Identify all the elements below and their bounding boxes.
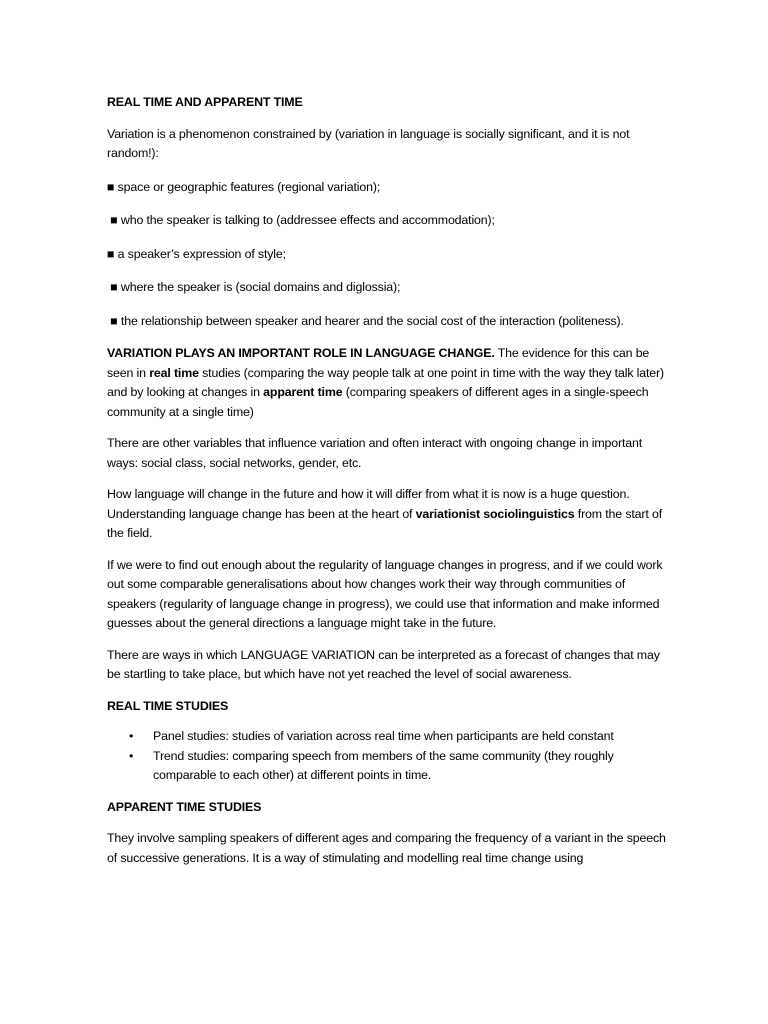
list-item	[107, 747, 667, 786]
document-page	[107, 93, 667, 868]
variation-lead: VARIATION PLAYS AN IMPORTANT ROLE IN LANGUAGE CHANGE.	[107, 346, 495, 360]
constraint-item-4: ■ where the speaker is (social domains and diglossia);	[107, 280, 401, 294]
future-text-2: from the start of the field.	[107, 506, 663, 540]
constraint-item-3: ■ a speaker’s expression of style;	[107, 246, 286, 261]
constraint-item-1: ■ space or geographic features (regional variation);	[107, 179, 381, 194]
variation-text-3: (comparing speakers of different ages in a single-speech community at a single time)	[107, 385, 649, 419]
apparent-time-studies-heading: APPARENT TIME STUDIES	[107, 799, 262, 814]
real-time-studies-heading: REAL TIME STUDIES	[107, 698, 229, 713]
constraint-item-5: ■ the relationship between speaker and hearer and the social cost of the interaction (politeness).	[107, 313, 624, 328]
future-paragraph	[107, 485, 667, 544]
forecast-paragraph: There are ways in which LANGUAGE VARIATION can be interpreted as a forecast of changes that may be startling to take place, but which have not yet reached the level of social awareness.	[107, 647, 660, 681]
variation-text-2: studies (comparing the way people talk at one point in time with the way they talk later) and by looking at changes in	[107, 365, 664, 399]
bullet-glyph: •	[129, 748, 134, 763]
panel-studies-text: Panel studies: studies of variation across real time when participants are held constant	[153, 729, 614, 743]
constraint-item-2: ■ who the speaker is talking to (addressee effects and accommodation);	[107, 213, 495, 227]
intro-paragraph: Variation is a phenomenon constrained by (variation in language is socially significant, and it is not random!):	[107, 126, 630, 160]
list-item	[107, 727, 667, 747]
regularity-paragraph: If we were to find out enough about the regularity of language changes in progress, and if we could work out some comparable generalisations about how changes work their way through communities of speakers (regularity of language change in progress), we could use that information and make informed guesses about the general directions a language might take in the future.	[107, 557, 663, 630]
document-title: REAL TIME AND APPARENT TIME	[107, 95, 303, 109]
apparent-time-term: apparent time	[263, 385, 343, 399]
bullet-glyph: •	[129, 729, 134, 743]
other-variables-paragraph: There are other variables that influence variation and often interact with ongoing change in important ways: social class, social networks, gender, etc.	[107, 436, 643, 470]
real-time-studies-list	[107, 727, 667, 786]
real-time-term: real time	[149, 365, 199, 380]
apparent-time-paragraph: They involve sampling speakers of different ages and comparing the frequency of a variant in the speech of successive generations. It is a way of stimulating and modelling real time change using	[107, 831, 666, 865]
variation-text-1: The evidence for this can be seen in	[107, 346, 650, 380]
future-text-1: How language will change in the future and how it will differ from what it is now is a huge question. Understanding language change has been at the heart of	[107, 487, 630, 521]
variationist-term: variationist sociolinguistics	[415, 506, 575, 521]
variation-paragraph	[107, 344, 667, 422]
trend-studies-text: Trend studies: comparing speech from members of the same community (they roughly comparable to each other) at different points in time.	[153, 748, 614, 782]
